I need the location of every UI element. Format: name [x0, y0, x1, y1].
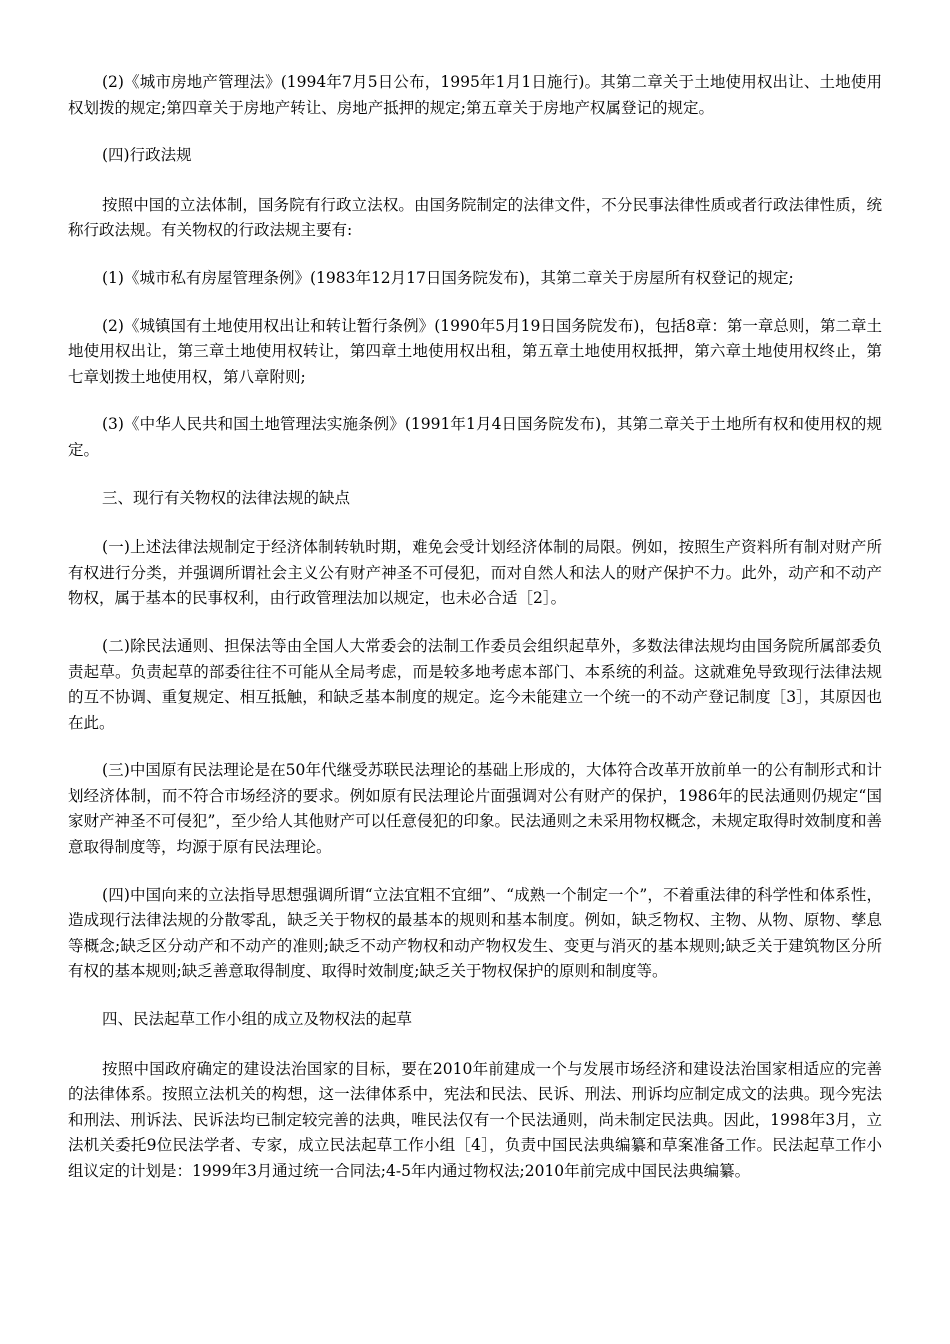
paragraph-land-management-implementation: (3)《中华人民共和国土地管理法实施条例》(1991年1月4日国务院发布)，其第二章关于土地所有权和使用权的规定。 — [68, 415, 882, 459]
section-heading-drafting-group: 四、民法起草工作小组的成立及物权法的起草 — [102, 1010, 413, 1029]
section-heading-shortcomings: 三、现行有关物权的法律法规的缺点 — [102, 488, 351, 507]
paragraph-private-housing-regulation: (1)《城市私有房屋管理条例》(1983年12月17日国务院发布)，其第二章关于房屋所有权登记的规定; — [102, 268, 794, 287]
paragraph-shortcoming-four: (四)中国向来的立法指导思想强调所谓“立法宜粗不宜细”、“成熟一个制定一个”，不着重法律的科学性和体系性，造成现行法律法规的分散零乱，缺乏关于物权的最基本的规则和基本制度。例如，缺乏物权、主物、从物、原物、孳息等概念;缺乏区分动产和不动产的准则;缺乏不动产物权和动产物权发生、变更与消灭的基本规则;缺乏关于建筑物区分所有权的基本规则;缺乏善意取得制度、取得时效制度;缺乏关于物权保护的原则和制度等。 — [68, 885, 882, 981]
paragraph-administrative-regulations-intro: 按照中国的立法体制，国务院有行政立法权。由国务院制定的法律文件，不分民事法律性质或者行政法律性质，统称行政法规。有关物权的行政法规主要有: — [68, 195, 882, 240]
paragraph-shortcoming-two: (二)除民法通则、担保法等由全国人大常委会的法制工作委员会组织起草外，多数法律法规均由国务院所属部委负责起草。负责起草的部委往往不可能从全局考虑，而是较多地考虑本部门、本系统的利益。这就难免导致现行法律法规的互不协调、重复规定、相互抵触，和缺乏基本制度的规定。迄今未能建立一个统一的不动产登记制度［3］，其原因也在此。 — [68, 636, 882, 732]
paragraph-shortcoming-one: (一)上述法律法规制定于经济体制转轨时期，难免会受计划经济体制的局限。例如，按照生产资料所有制对财产所有权进行分类，并强调所谓社会主义公有财产神圣不可侵犯，而对自然人和法人的财产保护不力。此外，动产和不动产物权，属于基本的民事权利，由行政管理法加以规定，也未必合适［2］。 — [68, 538, 882, 608]
paragraph-shortcoming-three: (三)中国原有民法理论是在50年代继受苏联民法理论的基础上形成的，大体符合改革开放前单一的公有制形式和计划经济体制，而不符合市场经济的要求。例如原有民法理论片面强调对公有财产的保护，1986年的民法通则仍规定“国家财产神圣不可侵犯”，至少给人其他财产可以任意侵犯的印象。民法通则之未采用物权概念，未规定取得时效制度和善意取得制度等，均源于原有民法理论。 — [68, 761, 882, 857]
section-heading-administrative-regulations: (四)行政法规 — [102, 146, 192, 165]
document-page — [68, 70, 882, 1207]
paragraph-drafting-group: 按照中国政府确定的建设法治国家的目标，要在2010年前建成一个与发展市场经济和建设法治国家相适应的完善的法律体系。按照立法机关的构想，这一法律体系中，宪法和民法、民诉、刑法、刑诉均应制定成文的法典。现今宪法和刑法、刑诉法、民诉法均已制定较完善的法典，唯民法仅有一个民法通则，尚未制定民法典。因此，1998年3月，立法机关委托9位民法学者、专家，成立民法起草工作小组［4］，负责中国民法典编纂和草案准备工作。民法起草工作小组议定的计划是：1999年3月通过统一合同法;4-5年内通过物权法;2010年前完成中国民法典编纂。 — [68, 1059, 882, 1180]
paragraph-urban-real-estate-law: (2)《城市房地产管理法》(1994年7月5日公布，1995年1月1日施行)。其第二章关于土地使用权出让、土地使用权划拨的规定;第四章关于房地产转让、房地产抵押的规定;第五章关于房地产权属登记的规定。 — [68, 73, 882, 117]
paragraph-land-use-rights-regulation: (2)《城镇国有土地使用权出让和转让暂行条例》(1990年5月19日国务院发布)，包括8章：第一章总则，第二章土地使用权出让，第三章土地使用权转让，第四章土地使用权出租，第五章土地使用权抵押，第六章土地使用权终止，第七章划拨土地使用权，第八章附则; — [68, 316, 882, 386]
